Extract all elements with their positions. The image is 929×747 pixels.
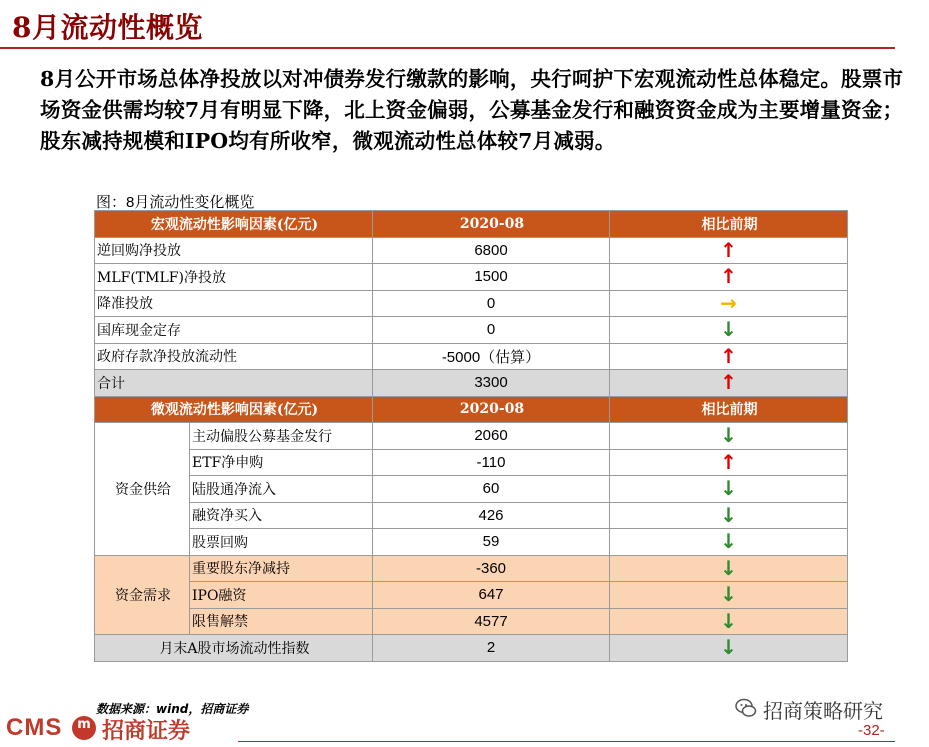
arrow-flat-icon: →: [720, 290, 737, 315]
row-label: 主动偏股公募基金发行: [190, 423, 373, 450]
arrow-down-icon: ↓: [720, 555, 737, 580]
table-row: [95, 582, 848, 609]
trend-cell: [610, 264, 848, 291]
arrow-down-icon: ↓: [720, 529, 737, 554]
trend-cell: [610, 555, 848, 582]
row-value: 4577: [373, 608, 610, 635]
row-label: MLF(TMLF)净投放: [95, 264, 373, 291]
index-label: 月末A股市场流动性指数: [95, 635, 373, 662]
table-row: [95, 317, 848, 344]
table-row: [95, 237, 848, 264]
header-change: 相比前期: [610, 396, 848, 423]
arrow-down-icon: ↓: [720, 582, 737, 607]
header-factor: 微观流动性影响因素(亿元): [95, 396, 373, 423]
table-header-row: [95, 211, 848, 238]
total-value: 3300: [373, 370, 610, 397]
row-label: 国库现金定存: [95, 317, 373, 344]
row-value: -360: [373, 555, 610, 582]
row-label: 降准投放: [95, 290, 373, 317]
arrow-down-icon: ↓: [720, 635, 737, 660]
trend-cell: [610, 290, 848, 317]
table-header-row: [95, 396, 848, 423]
trend-cell: [610, 529, 848, 556]
row-value: 0: [373, 290, 610, 317]
trend-cell: [610, 476, 848, 503]
arrow-up-icon: ↑: [720, 449, 737, 474]
row-value: -5000（估算）: [373, 343, 610, 370]
data-source: 数据来源：wind，招商证券: [96, 702, 249, 716]
row-label: 重要股东净减持: [190, 555, 373, 582]
arrow-up-icon: ↑: [720, 264, 737, 289]
row-value: -110: [373, 449, 610, 476]
arrow-up-icon: ↑: [720, 237, 737, 262]
group-label: 资金供给: [95, 423, 190, 556]
wechat-icon: [735, 697, 757, 719]
page-number: -32-: [858, 722, 885, 739]
total-row: [95, 370, 848, 397]
arrow-down-icon: ↓: [720, 502, 737, 527]
trend-cell: [610, 343, 848, 370]
header-period: 2020-08: [373, 396, 610, 423]
trend-cell: [610, 502, 848, 529]
table-row: [95, 502, 848, 529]
row-label: 股票回购: [190, 529, 373, 556]
row-value: 6800: [373, 237, 610, 264]
group-label: 资金需求: [95, 555, 190, 635]
trend-cell: [610, 608, 848, 635]
liquidity-table: [94, 210, 848, 662]
table-row: [95, 423, 848, 450]
logo-company-name: 招商证券: [102, 718, 191, 744]
row-label: 融资净买入: [190, 502, 373, 529]
row-value: 0: [373, 317, 610, 344]
header-period: 2020-08: [373, 211, 610, 238]
arrow-down-icon: ↓: [720, 608, 737, 633]
row-value: 2060: [373, 423, 610, 450]
row-value: 60: [373, 476, 610, 503]
total-label: 合计: [95, 370, 373, 397]
table-row: [95, 608, 848, 635]
arrow-down-icon: ↓: [720, 317, 737, 342]
arrow-down-icon: ↓: [720, 423, 737, 448]
summary-paragraph: 8月公开市场总体净投放以对冲债券发行缴款的影响，央行呵护下宏观流动性总体稳定。股票市场资金供需均较7月有明显下降，北上资金偏弱，公募基金发行和融资资金成为主要增量资金；股东减持规模和IPO均有所收窄，微观流动性总体较7月减弱。: [40, 67, 904, 153]
table-row: [95, 449, 848, 476]
row-label: 限售解禁: [190, 608, 373, 635]
row-label: 逆回购净投放: [95, 237, 373, 264]
logo-cms-text: CMS: [6, 714, 63, 741]
trend-cell: [610, 423, 848, 450]
header-change: 相比前期: [610, 211, 848, 238]
trend-cell: [610, 635, 848, 662]
row-label: 政府存款净投放流动性: [95, 343, 373, 370]
wechat-account-name: 招商策略研究: [763, 699, 883, 723]
header-factor: 宏观流动性影响因素(亿元): [95, 211, 373, 238]
row-value: 1500: [373, 264, 610, 291]
row-value: 647: [373, 582, 610, 609]
trend-cell: [610, 237, 848, 264]
logo-seal-icon: m: [72, 716, 96, 740]
page-title: 8月流动性概览: [12, 11, 203, 44]
trend-cell: [610, 370, 848, 397]
title-divider: [0, 47, 895, 49]
row-label: ETF净申购: [190, 449, 373, 476]
table-row: [95, 343, 848, 370]
table-row: [95, 476, 848, 503]
index-row: [95, 635, 848, 662]
arrow-up-icon: ↑: [720, 370, 737, 395]
table-row: [95, 555, 848, 582]
trend-cell: [610, 582, 848, 609]
row-value: 426: [373, 502, 610, 529]
row-label: IPO融资: [190, 582, 373, 609]
row-label: 陆股通净流入: [190, 476, 373, 503]
table-row: [95, 529, 848, 556]
trend-cell: [610, 449, 848, 476]
figure-caption: 图：8月流动性变化概览: [96, 194, 255, 211]
table-row: [95, 264, 848, 291]
arrow-up-icon: ↑: [720, 343, 737, 368]
index-value: 2: [373, 635, 610, 662]
row-value: 59: [373, 529, 610, 556]
trend-cell: [610, 317, 848, 344]
table-row: [95, 290, 848, 317]
arrow-down-icon: ↓: [720, 476, 737, 501]
footer-divider: [238, 741, 895, 742]
